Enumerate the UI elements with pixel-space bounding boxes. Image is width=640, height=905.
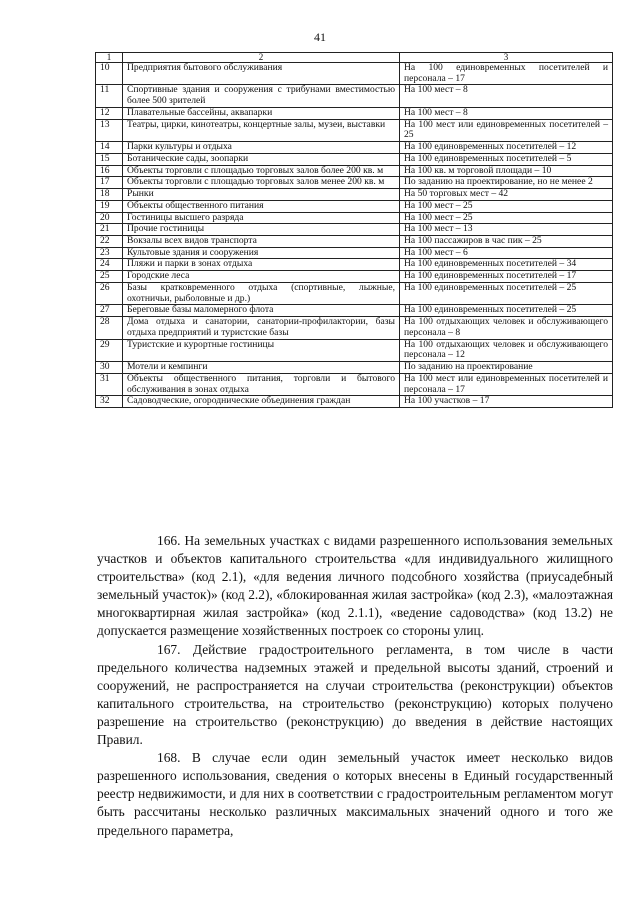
parking-norm-cell: На 100 мест или единовременных посетителей и персонала – 17 <box>400 373 613 395</box>
parking-norm-cell: На 100 единовременных посетителей – 25 <box>400 305 613 317</box>
parking-norm-cell: На 100 мест – 6 <box>400 247 613 259</box>
table-row <box>96 271 613 283</box>
parking-norm-cell: На 100 отдыхающих человек и обслуживающего персонала – 8 <box>400 317 613 339</box>
parking-norm-cell: На 100 единовременных посетителей – 34 <box>400 259 613 271</box>
page-number: 41 <box>314 30 326 44</box>
parking-norm-cell: На 100 участков – 17 <box>400 396 613 408</box>
object-type-cell: Культовые здания и сооружения <box>123 247 400 259</box>
row-number-cell: 10 <box>96 63 123 85</box>
parking-norm-cell: На 100 единовременных посетителей и персонала – 17 <box>400 63 613 85</box>
row-number-cell: 31 <box>96 373 123 395</box>
row-number-cell: 16 <box>96 165 123 177</box>
table-header-row <box>96 53 613 63</box>
parking-norm-cell: На 50 торговых мест – 42 <box>400 189 613 201</box>
parking-norm-cell: На 100 единовременных посетителей – 25 <box>400 282 613 304</box>
paragraph-167: 167. Действие градостроительного регламента, в том числе в части предельного количества надземных этажей и предельной высоты зданий, строений и сооружений, не распространяется на случаи строительства (реконструкции) объектов капитального строительства, на строительство (реконструкцию) которых получено разрешение на строительство (реконструкцию) до введения в действие настоящих Правил. <box>97 641 613 748</box>
object-type-cell: Рынки <box>123 189 400 201</box>
parking-norm-cell: На 100 пассажиров в час пик – 25 <box>400 236 613 248</box>
table-row <box>96 119 613 141</box>
object-type-cell: Объекты общественного питания, торговли и бытового обслуживания в зонах отдыха <box>123 373 400 395</box>
table-row <box>96 259 613 271</box>
table-row <box>96 63 613 85</box>
row-number-cell: 17 <box>96 177 123 189</box>
table-row <box>96 85 613 107</box>
object-type-cell: Садоводческие, огороднические объединения граждан <box>123 396 400 408</box>
parking-norm-cell: На 100 кв. м торговой площади – 10 <box>400 165 613 177</box>
table-row <box>96 200 613 212</box>
row-number-cell: 19 <box>96 200 123 212</box>
object-type-cell: Базы кратковременного отдыха (спортивные, лыжные, охотничьи, рыболовные и др.) <box>123 282 400 304</box>
object-type-cell: Ботанические сады, зоопарки <box>123 153 400 165</box>
object-type-cell: Спортивные здания и сооружения с трибунами вместимостью более 500 зрителей <box>123 85 400 107</box>
paragraph-166: 166. На земельных участках с видами разрешенного использования земельных участков и объектов капитального строительства «для индивидуального жилищного строительства» (код 2.1), «для ведения личного подсобного хозяйства (приусадебный земельный участок)» (код 2.2), «блокированная жилая застройка» (код 2.3), «малоэтажная многоквартирная жилая застройка» (код 2.1.1), «ведение садоводства» (код 13.2) не допускается размещение хозяйственных построек со стороны улиц. <box>97 533 613 639</box>
row-number-cell: 15 <box>96 153 123 165</box>
parking-norm-cell: На 100 отдыхающих человек и обслуживающего персонала – 12 <box>400 339 613 361</box>
table-row <box>96 373 613 395</box>
parking-norm-cell: На 100 мест – 13 <box>400 224 613 236</box>
table-row <box>96 305 613 317</box>
row-number-cell: 25 <box>96 271 123 283</box>
parking-norm-cell: По заданию на проектирование, но не менее 2 <box>400 177 613 189</box>
column-header-3: 3 <box>400 53 613 63</box>
column-header-2: 2 <box>123 53 400 63</box>
row-number-cell: 24 <box>96 259 123 271</box>
row-number-cell: 26 <box>96 282 123 304</box>
object-type-cell: Городские леса <box>123 271 400 283</box>
row-number-cell: 20 <box>96 212 123 224</box>
table-row <box>96 189 613 201</box>
table-row <box>96 396 613 408</box>
object-type-cell: Предприятия бытового обслуживания <box>123 63 400 85</box>
object-type-cell: Объекты торговли с площадью торговых залов более 200 кв. м <box>123 165 400 177</box>
body-text <box>97 532 613 840</box>
parking-norm-cell: На 100 единовременных посетителей – 5 <box>400 153 613 165</box>
object-type-cell: Гостиницы высшего разряда <box>123 212 400 224</box>
row-number-cell: 13 <box>96 119 123 141</box>
table-row <box>96 224 613 236</box>
table-row <box>96 212 613 224</box>
row-number-cell: 12 <box>96 107 123 119</box>
table-row <box>96 282 613 304</box>
row-number-cell: 29 <box>96 339 123 361</box>
column-header-1: 1 <box>96 53 123 63</box>
parking-norm-cell: На 100 единовременных посетителей – 12 <box>400 142 613 154</box>
parking-norms-table <box>95 52 613 408</box>
object-type-cell: Театры, цирки, кинотеатры, концертные залы, музеи, выставки <box>123 119 400 141</box>
parking-norm-cell: На 100 мест – 8 <box>400 107 613 119</box>
object-type-cell: Мотели и кемпинги <box>123 362 400 374</box>
object-type-cell: Объекты общественного питания <box>123 200 400 212</box>
row-number-cell: 21 <box>96 224 123 236</box>
object-type-cell: Пляжи и парки в зонах отдыха <box>123 259 400 271</box>
object-type-cell: Плавательные бассейны, аквапарки <box>123 107 400 119</box>
object-type-cell: Объекты торговли с площадью торговых залов менее 200 кв. м <box>123 177 400 189</box>
table-row <box>96 339 613 361</box>
row-number-cell: 30 <box>96 362 123 374</box>
table-row <box>96 107 613 119</box>
table-row <box>96 362 613 374</box>
table-row <box>96 317 613 339</box>
row-number-cell: 22 <box>96 236 123 248</box>
parking-norm-cell: На 100 мест или единовременных посетителей – 25 <box>400 119 613 141</box>
table-row <box>96 247 613 259</box>
object-type-cell: Береговые базы маломерного флота <box>123 305 400 317</box>
row-number-cell: 11 <box>96 85 123 107</box>
row-number-cell: 14 <box>96 142 123 154</box>
table-body <box>96 63 613 408</box>
object-type-cell: Дома отдыха и санатории, санатории-профилактории, базы отдыха предприятий и туристские базы <box>123 317 400 339</box>
row-number-cell: 18 <box>96 189 123 201</box>
parking-norm-cell: На 100 мест – 8 <box>400 85 613 107</box>
table-row <box>96 153 613 165</box>
table-row <box>96 177 613 189</box>
row-number-cell: 28 <box>96 317 123 339</box>
parking-norm-cell: На 100 мест – 25 <box>400 200 613 212</box>
object-type-cell: Туристские и курортные гостиницы <box>123 339 400 361</box>
row-number-cell: 23 <box>96 247 123 259</box>
object-type-cell: Парки культуры и отдыха <box>123 142 400 154</box>
parking-norm-cell: По заданию на проектирование <box>400 362 613 374</box>
object-type-cell: Вокзалы всех видов транспорта <box>123 236 400 248</box>
table-row <box>96 142 613 154</box>
parking-norm-cell: На 100 единовременных посетителей – 17 <box>400 271 613 283</box>
table-row <box>96 236 613 248</box>
row-number-cell: 27 <box>96 305 123 317</box>
paragraph-168: 168. В случае если один земельный участок имеет несколько видов разрешенного использования, сведения о которых внесены в Единый государственный реестр недвижимости, и для них в соответствии с градостроительным регламентом могут быть рассчитаны несколько различных максимальных значений одного и того же предельного параметра, <box>97 750 613 838</box>
row-number-cell: 32 <box>96 396 123 408</box>
table-row <box>96 165 613 177</box>
parking-norm-cell: На 100 мест – 25 <box>400 212 613 224</box>
object-type-cell: Прочие гостиницы <box>123 224 400 236</box>
